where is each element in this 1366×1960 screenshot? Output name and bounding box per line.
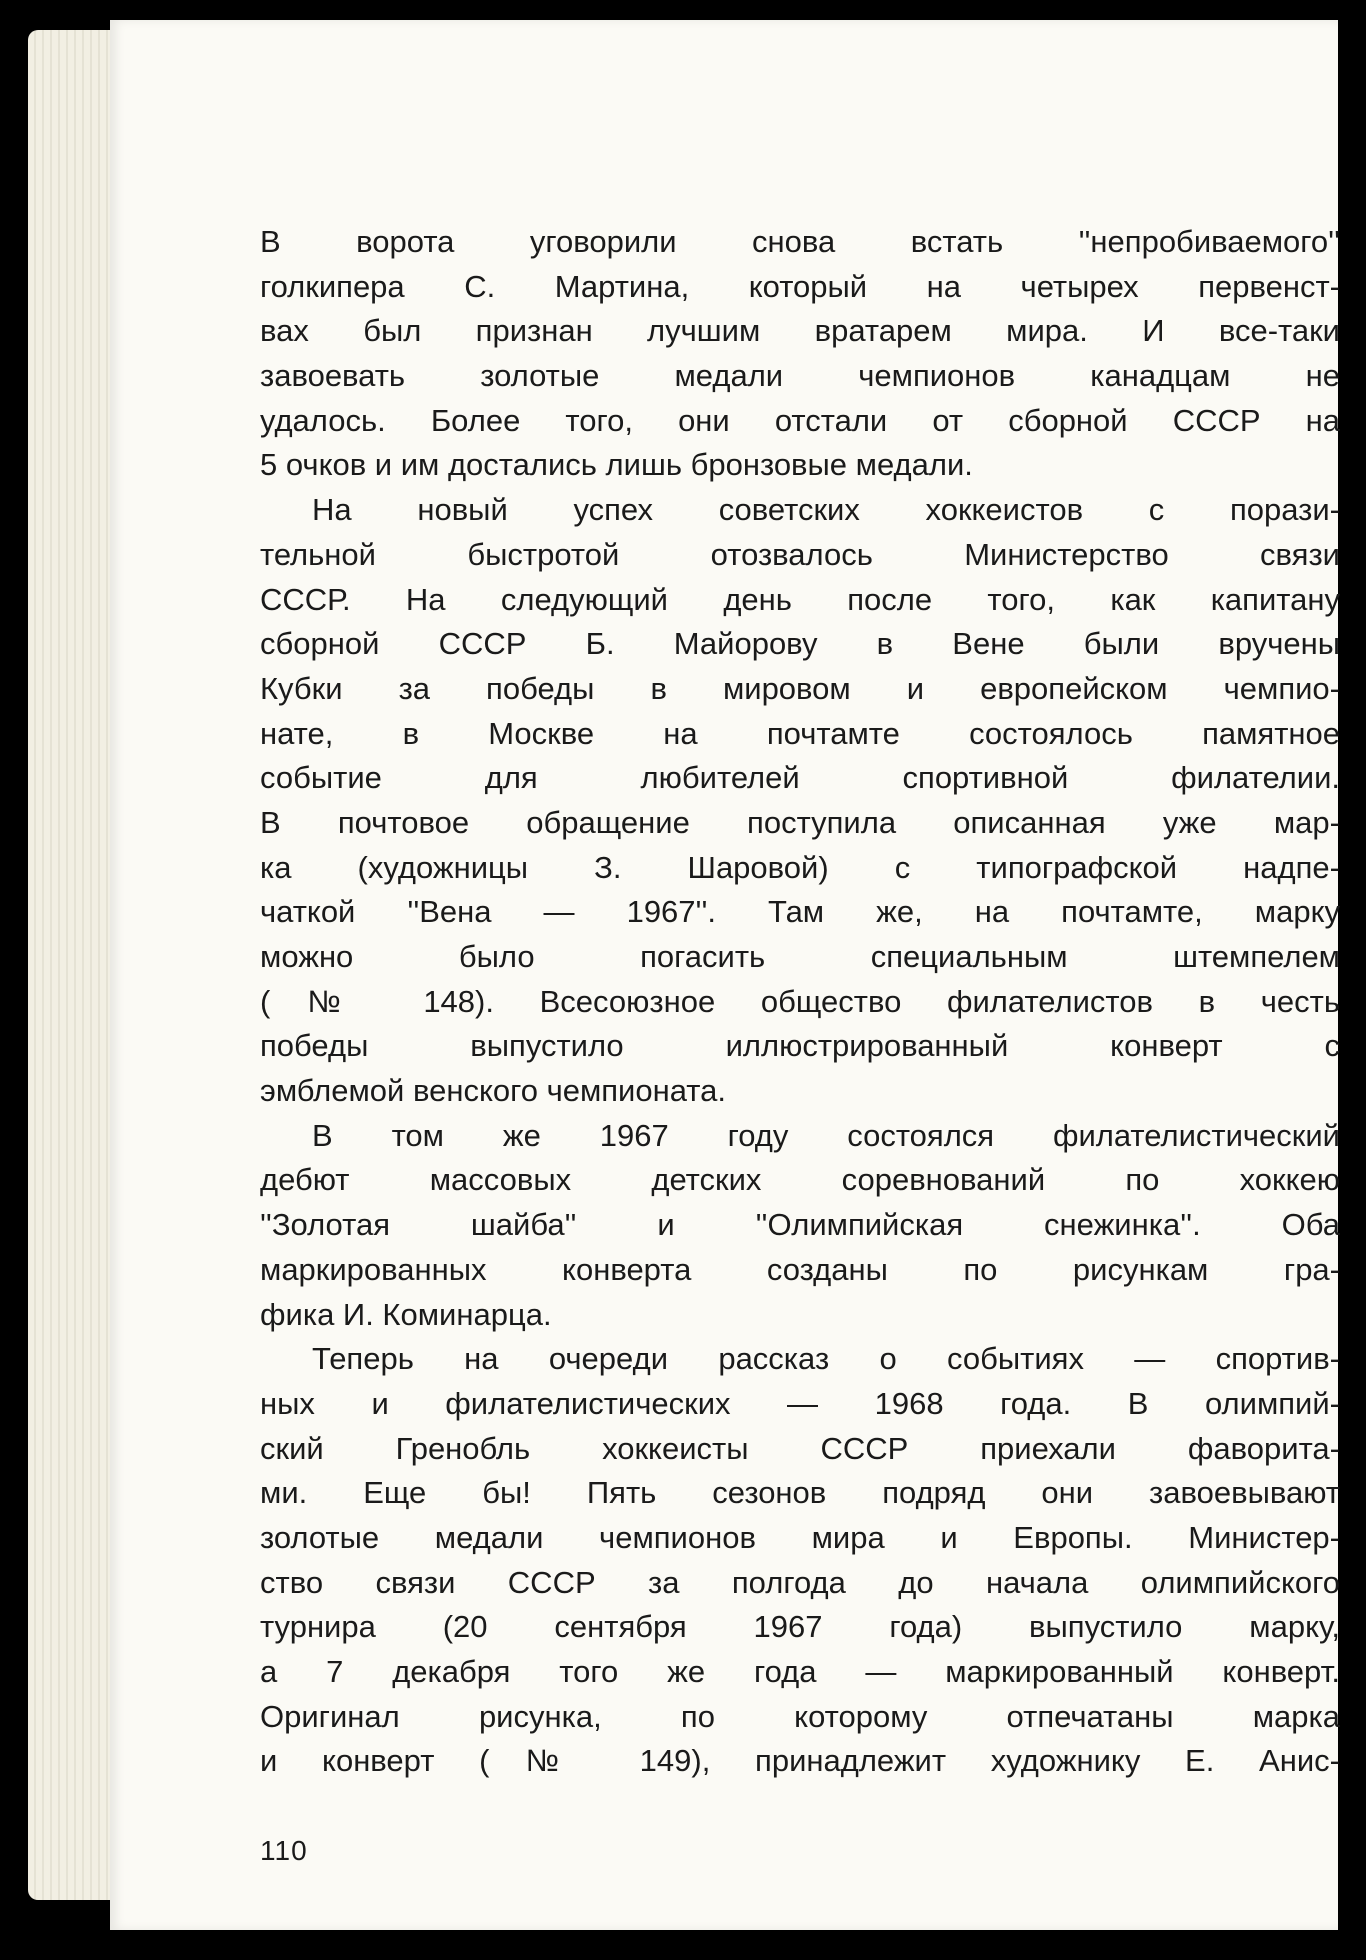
text-line: тельной быстротой отозвалось Министерство связи bbox=[260, 536, 1340, 572]
text-line: (№ 148). Всесоюзное общество филателистов в честь bbox=[260, 983, 1340, 1019]
text-line: нате, в Москве на почтамте состоялось памятное bbox=[260, 715, 1340, 751]
text-line: В ворота уговорили снова встать ''непробиваемого'' bbox=[260, 224, 1340, 259]
text-line: Кубки за победы в мировом и европейском чемпио- bbox=[260, 670, 1340, 706]
text-line: В почтовое обращение поступила описанная уже мар- bbox=[260, 804, 1340, 840]
text-line: можно было погасить специальным штемпелем bbox=[260, 939, 1340, 974]
text-line: дебют массовых детских соревнований по хоккею bbox=[260, 1162, 1340, 1198]
paragraph bbox=[260, 488, 1340, 1114]
page-number: 110 bbox=[260, 1835, 308, 1866]
text-line: В том же 1967 году состоялся филателистический bbox=[312, 1117, 1340, 1153]
text-line: удалось. Более того, они отстали от сборной СССР на bbox=[260, 402, 1340, 438]
body-text bbox=[260, 220, 1340, 1784]
text-line: ных и филателистических — 1968 года. В олимпий- bbox=[260, 1385, 1340, 1421]
text-line: ми. Еще бы! Пять сезонов подряд они завоевывают bbox=[260, 1475, 1340, 1511]
text-line: а 7 декабря того же года — маркированный конверт. bbox=[260, 1654, 1340, 1689]
text-line: ''Золотая шайба'' и ''Олимпийская снежинка''. Оба bbox=[260, 1207, 1340, 1243]
text-line: голкипера С. Мартина, который на четырех первенст- bbox=[260, 268, 1340, 304]
text-line: Оригинал рисунка, по которому отпечатаны марка bbox=[260, 1698, 1340, 1734]
book-page bbox=[110, 20, 1338, 1930]
text-line: 5 очков и им достались лишь бронзовые медали. bbox=[260, 447, 973, 483]
text-line: вах был признан лучшим вратарем мира. И все-таки bbox=[260, 313, 1340, 349]
text-line: СССР. На следующий день после того, как капитану bbox=[260, 581, 1340, 617]
text-line: победы выпустило иллюстрированный конверт с bbox=[260, 1028, 1340, 1064]
text-line: На новый успех советских хоккеистов с порази- bbox=[312, 492, 1340, 528]
text-line: Теперь на очереди рассказ о событиях — спортив- bbox=[312, 1341, 1340, 1377]
text-line: событие для любителей спортивной филателии. bbox=[260, 760, 1340, 796]
text-line: ка (художницы З. Шаровой) с типографской надпе- bbox=[260, 849, 1340, 885]
text-line: маркированных конверта созданы по рисункам гра- bbox=[260, 1251, 1340, 1287]
text-line: эмблемой венского чемпионата. bbox=[260, 1073, 726, 1109]
text-line: чаткой ''Вена — 1967''. Там же, на почтамте, марку bbox=[260, 894, 1340, 930]
text-line: и конверт (№ 149), принадлежит художнику Е. Анис- bbox=[260, 1743, 1340, 1779]
text-line: турнира (20 сентября 1967 года) выпустило марку, bbox=[260, 1609, 1340, 1645]
text-line: завоевать золотые медали чемпионов канадцам не bbox=[260, 358, 1340, 394]
text-line: сборной СССР Б. Майорову в Вене были вручены bbox=[260, 626, 1340, 662]
paragraph bbox=[260, 220, 1340, 488]
text-line: фика И. Коминарца. bbox=[260, 1296, 552, 1332]
paragraph bbox=[260, 1337, 1340, 1784]
text-line: ство связи СССР за полгода до начала олимпийского bbox=[260, 1564, 1340, 1600]
text-line: золотые медали чемпионов мира и Европы. Министер- bbox=[260, 1519, 1340, 1555]
paragraph bbox=[260, 1114, 1340, 1337]
text-line: ский Гренобль хоккеисты СССР приехали фаворита- bbox=[260, 1430, 1340, 1466]
